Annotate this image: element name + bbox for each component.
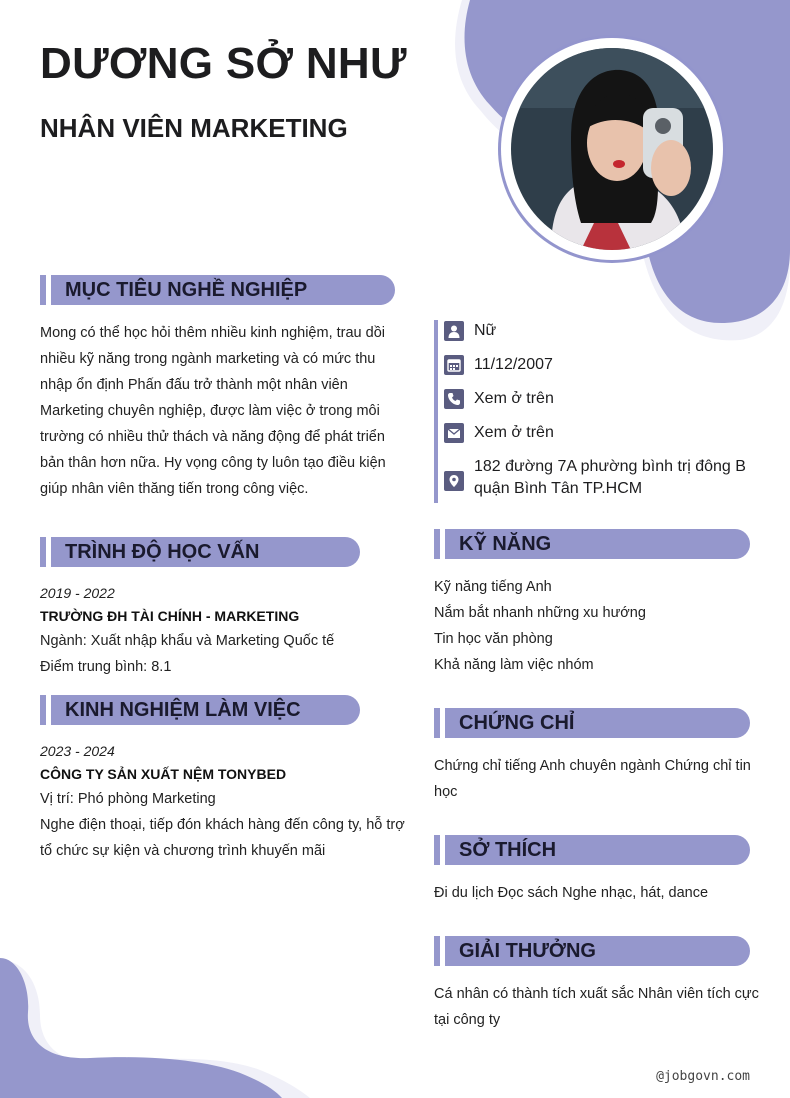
location-pin-icon	[444, 471, 464, 491]
objective-line: trường có nhiều thử thách và năng động để phát triển	[40, 429, 385, 445]
section-title: GIẢI THƯỞNG	[459, 940, 596, 962]
contact-phone: Xem ở trên	[474, 390, 554, 407]
objective-line: Mong có thể học hỏi thêm nhiều kinh nghiệm, trau dồi	[40, 325, 385, 341]
experience-desc-line: Nghe điện thoại, tiếp đón khách hàng đến công ty, hỗ trợ	[40, 817, 405, 833]
section-header-experience	[40, 695, 360, 725]
certificates-line: học	[434, 784, 458, 800]
phone-icon	[444, 389, 464, 409]
certificates-line: Chứng chỉ tiếng Anh chuyên ngành Chứng chỉ tin	[434, 758, 751, 774]
email-icon	[444, 423, 464, 443]
skill-item: Khả năng làm việc nhóm	[434, 657, 594, 673]
section-header-awards	[434, 936, 750, 966]
experience-desc-line: tổ chức sự kiện và chương trình khuyến mãi	[40, 843, 326, 859]
section-header-education	[40, 537, 360, 567]
skill-item: Tin học văn phòng	[434, 631, 553, 647]
contact-address-line: quận Bình Tân TP.HCM	[474, 480, 643, 497]
objective-line: Marketing chuyên nghiệp, được làm việc ở trong môi	[40, 403, 380, 419]
objective-line: nhiều kỹ năng trong ngành marketing và có mức thu	[40, 351, 376, 367]
section-title: MỤC TIÊU NGHỀ NGHIỆP	[65, 279, 308, 301]
school-name: TRƯỜNG ĐH TÀI CHÍNH - MARKETING	[40, 608, 300, 624]
bottom-left-blob	[0, 958, 282, 1098]
awards-line: Cá nhân có thành tích xuất sắc Nhân viên tích cực	[434, 986, 759, 1002]
awards-line: tại công ty	[434, 1012, 501, 1028]
hobbies-text: Đi du lịch Đọc sách Nghe nhạc, hát, dance	[434, 885, 709, 901]
education-major: Ngành: Xuất nhập khẩu và Marketing Quốc tế	[40, 633, 335, 649]
candidate-name: DƯƠNG SỞ NHƯ	[40, 39, 407, 88]
watermark: @jobgovn.com	[656, 1069, 750, 1084]
section-header-skills	[434, 529, 750, 559]
job-title: NHÂN VIÊN MARKETING	[40, 113, 348, 143]
skill-item: Kỹ năng tiếng Anh	[434, 579, 552, 595]
objective-line: bản thân hơn nữa. Hy vọng công ty luôn tạo điều kiện	[40, 455, 386, 471]
contact-row-email	[444, 423, 554, 445]
contact-row-gender	[444, 321, 496, 343]
contact-row-phone	[444, 389, 554, 411]
objective-line: nhập ổn định Phấn đấu trở thành một nhân viên	[40, 377, 348, 393]
section-header-certificates	[434, 708, 750, 738]
avatar	[501, 38, 723, 260]
section-title: TRÌNH ĐỘ HỌC VẤN	[65, 541, 260, 563]
company-name: CÔNG TY SẢN XUẤT NỆM TONYBED	[40, 766, 287, 782]
objective-paragraph	[40, 320, 410, 502]
education-gpa: Điểm trung bình: 8.1	[40, 659, 172, 675]
profile-photo	[511, 48, 713, 250]
contact-divider	[434, 320, 438, 503]
contact-email: Xem ở trên	[474, 424, 554, 441]
section-title: CHỨNG CHỈ	[459, 712, 575, 734]
experience-period: 2023 - 2024	[40, 743, 115, 759]
skill-item: Nắm bắt nhanh những xu hướng	[434, 605, 646, 621]
calendar-icon	[444, 355, 464, 375]
objective-line: giúp nhân viên thăng tiến trong công việc.	[40, 481, 309, 497]
section-title: SỞ THÍCH	[459, 839, 557, 861]
section-header-hobbies	[434, 835, 750, 865]
contact-gender: Nữ	[474, 322, 497, 339]
education-period: 2019 - 2022	[40, 585, 115, 601]
section-title: KỸ NĂNG	[459, 533, 552, 555]
contact-birthday: 11/12/2007	[474, 356, 553, 373]
contact-row-birthday	[444, 355, 553, 377]
contact-row-address	[444, 457, 746, 507]
section-header-objective	[40, 275, 395, 305]
contact-address-line: 182 đường 7A phường bình trị đông B	[474, 458, 746, 475]
person-icon	[444, 321, 464, 341]
section-title: KINH NGHIỆM LÀM VIỆC	[65, 699, 301, 721]
experience-position: Vị trí: Phó phòng Marketing	[40, 791, 216, 807]
